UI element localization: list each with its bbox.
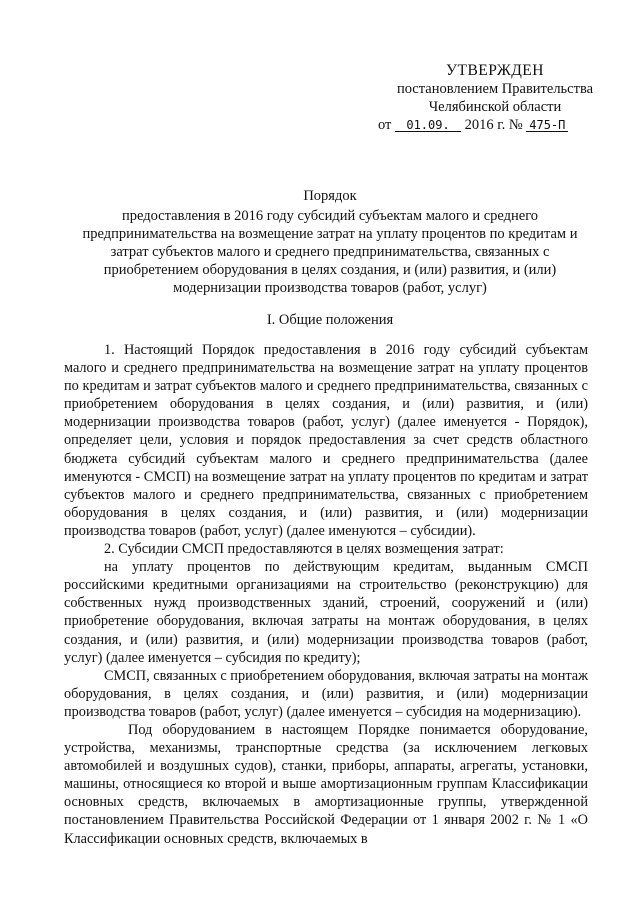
- title-line: затрат субъектов малого и среднего предпринимательства, связанных с: [110, 244, 550, 260]
- paragraph: Под оборудованием в настоящем Порядке понимается оборудование, устройства, механизмы, транспортные средства (за исключением легковых автомобилей и воздушных судов), станки, приборы, аппараты, агрегаты, установки, машины, относящиеся ко второй и выше амортизационным группам Классификации основных средств, включаемых в амортизационные группы, утвержденной постановлением Правительства Российской Федерации от 1 января 2002 г. № 1 «О Классификации основных средств, включаемых в: [64, 721, 588, 847]
- approval-line-1: постановлением Правительства: [396, 81, 594, 97]
- title-line: приобретением оборудования в целях создания, и (или) развития, и (или): [103, 262, 557, 278]
- document-body: [64, 341, 588, 848]
- title-heading: Порядок: [303, 188, 357, 204]
- paragraph: на уплату процентов по действующим кредитам, выданным СМСП российскими кредитными организациями на строительство (реконструкцию) для собственных нужд производственных зданий, строений, сооружений и (или) приобретение оборудования, включая затраты на монтаж оборудования, в целях создания, и (или) развития, и (или) модернизации производства товаров (работ, услуг) (далее именуется – субсидия по кредиту);: [64, 559, 588, 666]
- title-line: предоставления в 2016 году субсидий субъектам малого и среднего: [121, 208, 539, 224]
- approval-block: [370, 62, 620, 134]
- date-prefix: от: [378, 117, 392, 133]
- title-line: предпринимательства на возмещение затрат на уплату процентов по кредитам и: [82, 226, 578, 242]
- paragraph: СМСП, связанных с приобретением оборудования, включая затраты на монтаж оборудования, в целях создания, и (или) развития, и (или) модернизации производства товаров (работ, услуг) (далее именуется – субсидия на модернизацию).: [64, 667, 588, 720]
- section-title: I. Общие положения: [266, 312, 394, 328]
- approval-heading: УТВЕРЖДЕН: [446, 62, 544, 79]
- approval-year: 2016 г. №: [464, 117, 523, 133]
- approval-line-2: Челябинской области: [428, 99, 562, 115]
- paragraph: 2. Субсидии СМСП предоставляются в целях возмещения затрат:: [104, 541, 504, 558]
- paragraph: 1. Настоящий Порядок предоставления в 2016 году субсидий субъектам малого и среднего предпринимательства на возмещение затрат на уплату процентов по кредитам и затрат субъектов малого и среднего предпринимательства, связанных с приобретением оборудования в целях создания, и (или) развития, и (или) модернизации производства товаров (работ, услуг) (далее именуется - Порядок), определяет цели, условия и порядок предоставления за счет средств областного бюджета субсидий субъектам малого и среднего предпринимательства (далее именуются - СМСП) на возмещение затрат на уплату процентов по кредитам и затрат субъектов малого и среднего предпринимательства, связанных с приобретением оборудования в целях создания, и (или) развития, и (или) модернизации производства товаров (работ, услуг) (далее именуются – субсидии).: [64, 342, 588, 539]
- title-line: модернизации производства товаров (работ, услуг): [173, 280, 487, 296]
- approval-number: 475-П: [526, 119, 568, 132]
- document-title: [60, 187, 600, 297]
- approval-date: 01.09.: [395, 119, 461, 132]
- approval-date-line: [370, 116, 620, 134]
